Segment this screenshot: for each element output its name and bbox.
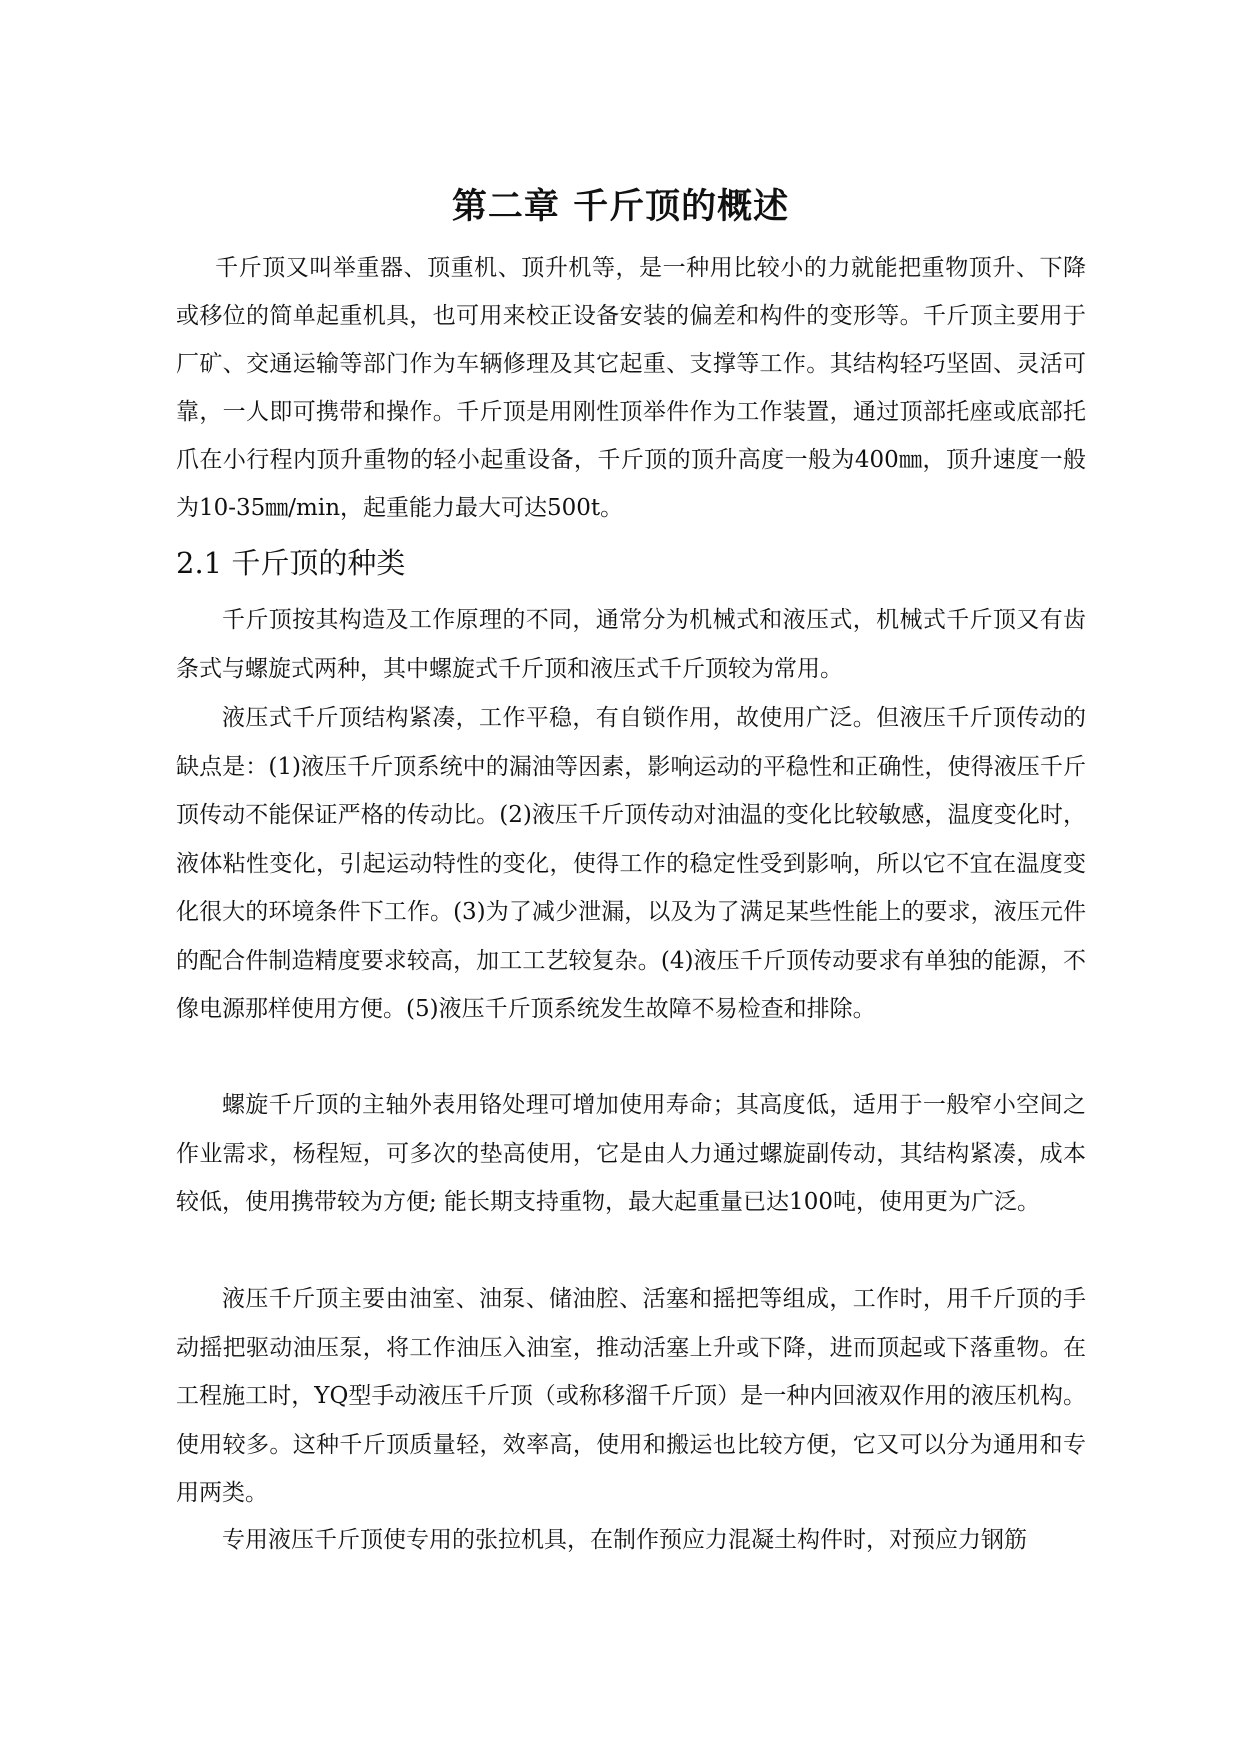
section-heading: 2.1 千斤顶的种类 [176, 546, 406, 580]
body-paragraph: 液压式千斤顶结构紧凑，工作平稳，有自锁作用，故使用广泛。但液压千斤顶传动的缺点是：(1)液压千斤顶系统中的漏油等因素，影响运动的平稳性和正确性，使得液压千斤顶传动不能保证严格的传动比。(2)液压千斤顶传动对油温的变化比较敏感，温度变化时，液体粘性变化，引起运动特性的变化，使得工作的稳定性受到影响，所以它不宜在温度变化很大的环境条件下工作。(3)为了减少泄漏，以及为了满足某些性能上的要求，液压元件的配合件制造精度要求较高，加工工艺较复杂。(4)液压千斤顶传动要求有单独的能源，不像电源那样使用方便。(5)液压千斤顶系统发生故障不易检查和排除。 [176, 705, 1086, 1022]
body-paragraph: 专用液压千斤顶使专用的张拉机具，在制作预应力混凝土构件时，对预应力钢筋 [222, 1527, 1027, 1553]
body-paragraph: 千斤顶按其构造及工作原理的不同，通常分为机械式和液压式，机械式千斤顶又有齿条式与螺旋式两种，其中螺旋式千斤顶和液压式千斤顶较为常用。 [176, 607, 1086, 682]
chapter-title: 第二章 千斤顶的概述 [451, 186, 790, 227]
body-paragraph: 液压千斤顶主要由油室、油泵、储油腔、活塞和摇把等组成，工作时，用千斤顶的手动摇把驱动油压泵，将工作油压入油室，推动活塞上升或下降，进而顶起或下落重物。在工程施工时，YQ型手动液压千斤顶（或称移溜千斤顶）是一种内回液双作用的液压机构。使用较多。这种千斤顶质量轻，效率高，使用和搬运也比较方便，它又可以分为通用和专用两类。 [176, 1286, 1086, 1506]
body-paragraph: 螺旋千斤顶的主轴外表用铬处理可增加使用寿命；其高度低，适用于一般窄小空间之作业需求，杨程短，可多次的垫高使用，它是由人力通过螺旋副传动，其结构紧凑，成本较低，使用携带较为方便; 能长期支持重物，最大起重量已达100吨，使用更为广泛。 [176, 1092, 1086, 1215]
intro-paragraph: 千斤顶又叫举重器、顶重机、顶升机等，是一种用比较小的力就能把重物顶升、下降或移位的简单起重机具，也可用来校正设备安装的偏差和构件的变形等。千斤顶主要用于厂矿、交通运输等部门作为车辆修理及其它起重、支撑等工作。其结构轻巧坚固、灵活可靠，一人即可携带和操作。千斤顶是用刚性顶举件作为工作装置，通过顶部托座或底部托爪在小行程内顶升重物的轻小起重设备，千斤顶的顶升高度一般为400㎜，顶升速度一般为10-35㎜/min，起重能力最大可达500t。 [176, 255, 1086, 521]
